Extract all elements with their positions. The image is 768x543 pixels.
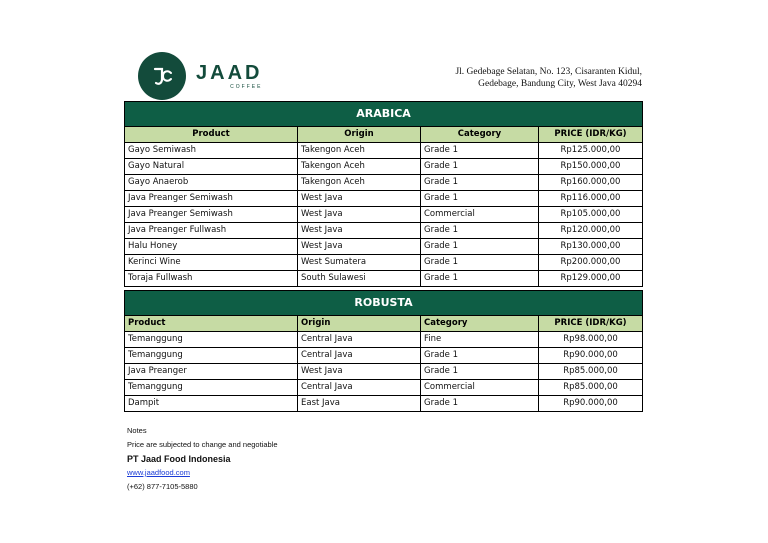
table-row [125,348,643,364]
origin-cell: West Java [298,191,421,207]
company-name: PT Jaad Food Indonesia [127,454,231,464]
product-cell: Gayo Semiwash [125,143,298,159]
column-header: Origin [298,316,421,332]
price-cell: Rp90.000,00 [539,396,643,412]
product-cell: Gayo Natural [125,159,298,175]
coffee-logo-icon [138,52,186,100]
product-cell: Java Preanger Semiwash [125,191,298,207]
price-cell: Rp85.000,00 [539,364,643,380]
column-header: Category [421,127,539,143]
price-cell: Rp120.000,00 [539,223,643,239]
company-address: Jl. Gedebage Selatan, No. 123, Cisaranten Kidul, Gedebage, Bandung City, West Java 40294 [455,67,642,89]
table-row [125,255,643,271]
price-cell: Rp116.000,00 [539,191,643,207]
table-row [125,143,643,159]
origin-cell: Takengon Aceh [298,159,421,175]
origin-cell: Takengon Aceh [298,175,421,191]
category-cell: Grade 1 [421,159,539,175]
price-cell: Rp85.000,00 [539,380,643,396]
origin-cell: West Sumatera [298,255,421,271]
column-header: PRICE (IDR/KG) [539,127,643,143]
category-cell: Grade 1 [421,223,539,239]
table-row [125,207,643,223]
origin-cell: East Java [298,396,421,412]
table-row [125,364,643,380]
price-cell: Rp98.000,00 [539,332,643,348]
origin-cell: Takengon Aceh [298,143,421,159]
category-cell: Grade 1 [421,191,539,207]
category-cell: Commercial [421,207,539,223]
category-cell: Grade 1 [421,271,539,287]
origin-cell: West Java [298,223,421,239]
notes-text: Price are subjected to change and negotiable [127,440,278,449]
product-cell: Gayo Anaerob [125,175,298,191]
origin-cell: Central Java [298,380,421,396]
product-cell: Kerinci Wine [125,255,298,271]
origin-cell: West Java [298,364,421,380]
column-header: PRICE (IDR/KG) [539,316,643,332]
table-row [125,239,643,255]
table-row [125,332,643,348]
table-row [125,159,643,175]
category-cell: Commercial [421,380,539,396]
column-header: Product [125,127,298,143]
arabica-price-table [124,101,643,287]
table-row [125,380,643,396]
website-link[interactable]: www.jaadfood.com [127,468,190,477]
origin-cell: South Sulawesi [298,271,421,287]
price-cell: Rp150.000,00 [539,159,643,175]
price-cell: Rp130.000,00 [539,239,643,255]
logo-subtitle: COFFEE [230,83,263,90]
robusta-title: ROBUSTA [125,291,643,316]
table-row [125,191,643,207]
category-cell: Fine [421,332,539,348]
robusta-column-headers [125,316,643,332]
table-row [125,271,643,287]
column-header: Category [421,316,539,332]
category-cell: Grade 1 [421,364,539,380]
product-cell: Halu Honey [125,239,298,255]
product-cell: Dampit [125,396,298,412]
column-header: Product [125,316,298,332]
notes-heading: Notes [127,426,147,435]
product-cell: Java Preanger [125,364,298,380]
company-logo [138,52,262,100]
category-cell: Grade 1 [421,348,539,364]
origin-cell: West Java [298,239,421,255]
table-row [125,223,643,239]
product-cell: Temanggung [125,348,298,364]
arabica-column-headers [125,127,643,143]
table-row [125,396,643,412]
price-cell: Rp129.000,00 [539,271,643,287]
category-cell: Grade 1 [421,143,539,159]
category-cell: Grade 1 [421,255,539,271]
category-cell: Grade 1 [421,239,539,255]
origin-cell: West Java [298,207,421,223]
arabica-title: ARABICA [125,102,643,127]
category-cell: Grade 1 [421,175,539,191]
product-cell: Temanggung [125,332,298,348]
price-cell: Rp90.000,00 [539,348,643,364]
product-cell: Temanggung [125,380,298,396]
product-cell: Java Preanger Semiwash [125,207,298,223]
category-cell: Grade 1 [421,396,539,412]
price-cell: Rp125.000,00 [539,143,643,159]
origin-cell: Central Java [298,348,421,364]
product-cell: Java Preanger Fullwash [125,223,298,239]
price-cell: Rp200.000,00 [539,255,643,271]
table-row [125,175,643,191]
origin-cell: Central Java [298,332,421,348]
phone-number: (+62) 877-7105-5880 [127,482,198,491]
column-header: Origin [298,127,421,143]
notes-section [127,424,278,494]
robusta-price-table [124,290,643,412]
price-cell: Rp105.000,00 [539,207,643,223]
product-cell: Toraja Fullwash [125,271,298,287]
price-cell: Rp160.000,00 [539,175,643,191]
logo-name: JAAD [196,61,263,84]
